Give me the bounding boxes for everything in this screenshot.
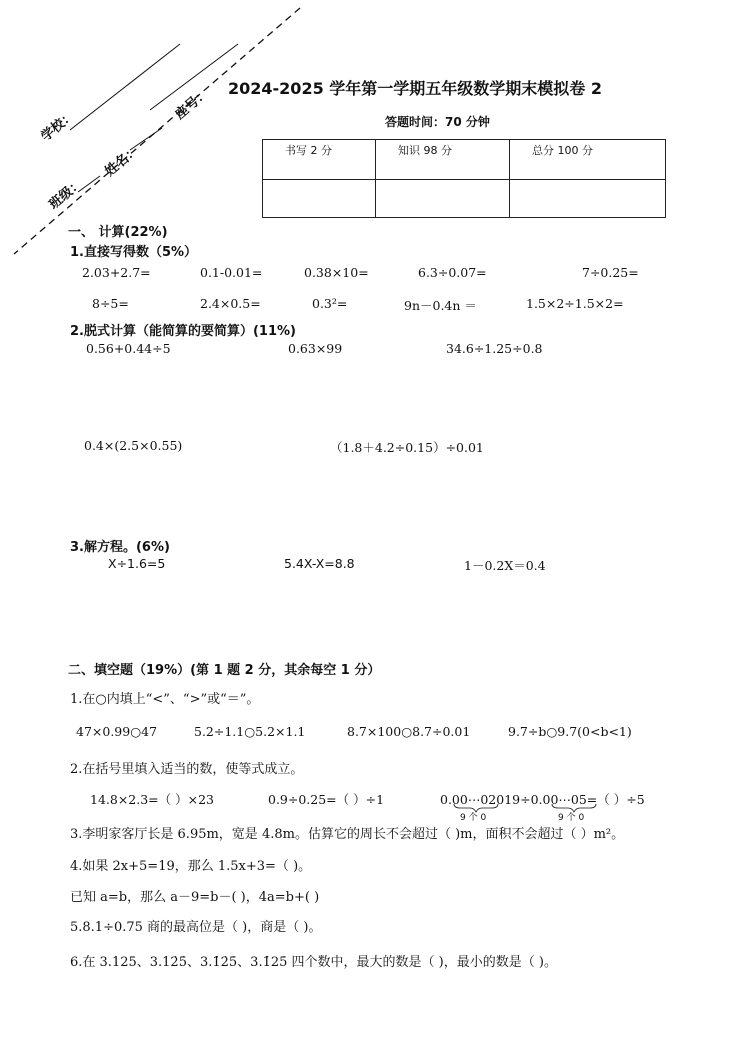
equality-item: 0.9÷0.25=（ ）÷1	[268, 792, 385, 807]
binding-class-label: 班级：	[46, 175, 87, 213]
equality-item: 14.8×2.3=（ ）×23	[90, 792, 215, 807]
fill-q4: 4.如果 2x+5=19，那么 1.5x+3=（ )。	[70, 859, 312, 874]
score-table	[262, 139, 666, 218]
calc-item: 34.6÷1.25÷0.8	[446, 341, 543, 356]
section1-heading: 一、 计算(22%)	[68, 225, 168, 240]
binding-school-label: 学校：	[38, 107, 79, 145]
section1-q2-label: 2.脱式计算（能简算的要简算）(11%)	[70, 324, 296, 339]
brace-label-zeros: 9 个 0	[558, 813, 585, 823]
equation-item: 5.4X-X=8.8	[284, 556, 355, 571]
compare-item: 8.7×100○8.7÷0.01	[347, 724, 471, 739]
calc-item: 0.38×10=	[304, 265, 369, 280]
calc-item: 8÷5=	[92, 296, 129, 311]
score-cell-knowledge[interactable]	[376, 180, 510, 218]
fill-q1: 1.在○内填上“<”、“>”或“＝”。	[70, 692, 260, 707]
score-col-writing: 书写 2 分	[263, 140, 376, 180]
calc-item: 0.63×99	[288, 341, 343, 356]
calc-item: 0.1-0.01=	[200, 265, 263, 280]
binding-seat-label: 座号：	[172, 85, 213, 123]
calc-item: 7÷0.25=	[582, 265, 639, 280]
calc-item: 9n－0.4n ＝	[404, 298, 477, 313]
score-col-knowledge: 知识 98 分	[376, 140, 510, 180]
compare-item: 9.7÷b○9.7(0<b<1)	[508, 724, 632, 739]
equality-item: 0.00⋯02019÷0.00⋯05=（ ）÷5	[440, 792, 645, 807]
score-cell-total[interactable]	[510, 180, 666, 218]
binding-name-label: 姓名：	[102, 142, 143, 180]
fill-q3: 3.李明家客厅长是 6.95m，宽是 4.8m。估算它的周长不会超过（ )m，面积不会超过（ ）m²。	[70, 827, 625, 842]
calc-item: 1.5×2÷1.5×2=	[526, 296, 624, 311]
exam-time: 答题时间：70 分钟	[385, 115, 490, 129]
fill-q2: 2.在括号里填入适当的数，使等式成立。	[70, 762, 304, 777]
equation-item: 1－0.2X＝0.4	[464, 558, 546, 573]
section2-heading: 二、填空题（19%）(第 1 题 2 分，其余每空 1 分）	[68, 663, 381, 678]
calc-item: 0.4×(2.5×0.55)	[84, 438, 183, 453]
section1-q3-label: 3.解方程。(6%)	[70, 540, 170, 555]
brace-label-zeros: 9 个 0	[460, 813, 487, 823]
score-col-total: 总分 100 分	[510, 140, 666, 180]
calc-item: 2.4×0.5=	[200, 296, 261, 311]
compare-item: 5.2÷1.1○5.2×1.1	[194, 724, 306, 739]
equation-item: X÷1.6=5	[108, 556, 166, 571]
fill-q4b: 已知 a=b，那么 a－9=b－( )，4a=b+( )	[70, 890, 320, 905]
underbrace-graphic	[452, 803, 602, 813]
calc-item: 6.3÷0.07=	[418, 265, 487, 280]
fill-q6: 6.在 3.125、3.12̇5̇、3.1̇2̇5̇、3.1̇25̇ 四个数中，最大的数是（ )，最小的数是（ )。	[70, 955, 557, 970]
calc-item: （1.8＋4.2÷0.15）÷0.01	[330, 440, 484, 455]
calc-item: 0.3²=	[312, 296, 348, 311]
calc-item: 2.03+2.7=	[82, 265, 151, 280]
fill-q5: 5.8.1÷0.75 商的最高位是（ )，商是（ )。	[70, 920, 322, 935]
compare-item: 47×0.99○47	[76, 724, 158, 739]
score-cell-writing[interactable]	[263, 180, 376, 218]
section1-q1-label: 1.直接写得数（5%）	[70, 245, 198, 260]
page-title: 2024-2025 学年第一学期五年级数学期末模拟卷 2	[228, 79, 602, 98]
calc-item: 0.56+0.44÷5	[86, 341, 171, 356]
